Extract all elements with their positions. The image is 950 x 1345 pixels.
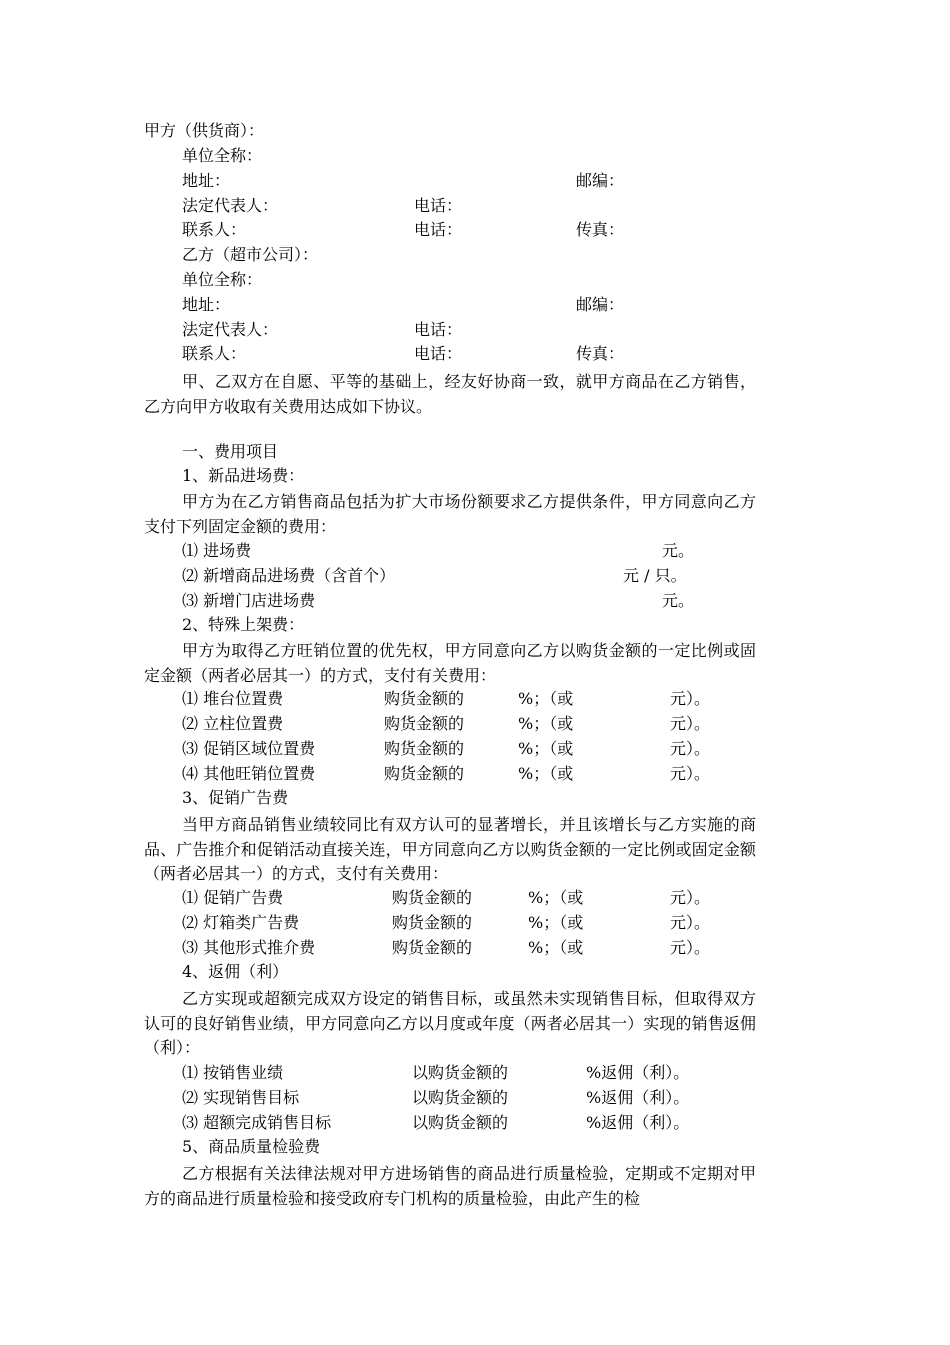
- fee-4-desc: 乙方实现或超额完成双方设定的销售目标，或虽然未实现销售目标，但取得双方认可的良好销售业绩，甲方同意向乙方以月度或年度（两者必居其一）实现的销售返佣（利）：: [144, 989, 756, 1057]
- fee-4-item-label: ⑴ 按销售业绩: [182, 1063, 284, 1082]
- party-b-phone2-label: 电话：: [414, 344, 463, 363]
- party-a-full-name-label: 单位全称：: [182, 146, 263, 165]
- fee-4-item-pct: %返佣（利）。: [586, 1113, 690, 1132]
- fee-3-item-basis: 购货金额的: [392, 938, 473, 957]
- fee-3-item-label: ⑴ 促销广告费: [182, 888, 284, 907]
- party-a-address-label: 地址：: [182, 171, 231, 190]
- fee-4-item-basis: 以购货金额的: [412, 1063, 509, 1082]
- party-b-heading: 乙方（超市公司）：: [182, 245, 319, 264]
- party-b-contact-label: 联系人：: [182, 344, 247, 363]
- party-b-phone-label: 电话：: [414, 320, 463, 339]
- fee-4-item-label: ⑵ 实现销售目标: [182, 1088, 300, 1107]
- fee-2-item-unit: 元）。: [670, 764, 711, 783]
- fee-3-title: 3、促销广告费: [182, 788, 289, 807]
- fee-2-item-pct: %；（或: [518, 764, 574, 783]
- fee-4-item-label: ⑶ 超额完成销售目标: [182, 1113, 332, 1132]
- fee-5-title: 5、商品质量检验费: [182, 1137, 321, 1156]
- fee-2-item-basis: 购货金额的: [384, 714, 465, 733]
- fee-3-item-basis: 购货金额的: [392, 888, 473, 907]
- fee-4-item-basis: 以购货金额的: [412, 1113, 509, 1132]
- fee-2-item-pct: %；（或: [518, 739, 574, 758]
- fee-2-item-unit: 元）。: [670, 689, 711, 708]
- fee-2-item-label: ⑴ 堆台位置费: [182, 689, 284, 708]
- fee-1-item-label: ⑵ 新增商品进场费（含首个）: [182, 566, 396, 585]
- party-b-fax-label: 传真：: [576, 344, 625, 363]
- fee-2-item-pct: %；（或: [518, 714, 574, 733]
- fee-2-item-basis: 购货金额的: [384, 764, 465, 783]
- fee-3-item-basis: 购货金额的: [392, 913, 473, 932]
- section-1-title: 一、费用项目: [182, 442, 279, 461]
- fee-1-item-unit: 元 / 只。: [623, 566, 687, 585]
- fee-1-item-unit: 元。: [662, 591, 695, 610]
- fee-4-item-basis: 以购货金额的: [412, 1088, 509, 1107]
- party-a-phone2-label: 电话：: [414, 220, 463, 239]
- fee-1-item-label: ⑶ 新增门店进场费: [182, 591, 316, 610]
- fee-5-desc: 乙方根据有关法律法规对甲方进场销售的商品进行质量检验，定期或不定期对甲方的商品进行质量检验和接受政府专门机构的质量检验，由此产生的检: [144, 1164, 756, 1208]
- party-b-postcode-label: 邮编：: [576, 295, 625, 314]
- fee-3-item-unit: 元）。: [670, 888, 711, 907]
- fee-2-desc: 甲方为取得乙方旺销位置的优先权，甲方同意向乙方以购货金额的一定比例或固定金额（两者必居其一）的方式，支付有关费用：: [144, 641, 756, 685]
- fee-2-item-unit: 元）。: [670, 739, 711, 758]
- fee-2-item-unit: 元）。: [670, 714, 711, 733]
- fee-3-item-pct: %；（或: [528, 938, 584, 957]
- fee-3-item-unit: 元）。: [670, 938, 711, 957]
- fee-3-item-pct: %；（或: [528, 913, 584, 932]
- fee-4-item-pct: %返佣（利）。: [586, 1063, 690, 1082]
- fee-1-item-unit: 元。: [662, 541, 695, 560]
- party-b-address-label: 地址：: [182, 295, 231, 314]
- fee-3-item-unit: 元）。: [670, 913, 711, 932]
- party-a-postcode-label: 邮编：: [576, 171, 625, 190]
- fee-3-desc: 当甲方商品销售业绩较同比有双方认可的显著增长，并且该增长与乙方实施的商品、广告推介和促销活动直接关连，甲方同意向乙方以购货金额的一定比例或固定金额（两者必居其一）的方式，支付有关费用：: [144, 815, 756, 883]
- fee-3-item-pct: %；（或: [528, 888, 584, 907]
- fee-2-title: 2、特殊上架费：: [182, 615, 305, 634]
- party-a-fax-label: 传真：: [576, 220, 625, 239]
- fee-2-item-label: ⑵ 立柱位置费: [182, 714, 284, 733]
- party-a-heading: 甲方（供货商）：: [144, 121, 265, 140]
- fee-2-item-basis: 购货金额的: [384, 739, 465, 758]
- fee-3-item-label: ⑶ 其他形式推介费: [182, 938, 316, 957]
- fee-1-item-label: ⑴ 进场费: [182, 541, 252, 560]
- party-b-legal-rep-label: 法定代表人：: [182, 320, 279, 339]
- fee-2-item-label: ⑶ 促销区域位置费: [182, 739, 316, 758]
- fee-4-title: 4、返佣（利）: [182, 962, 289, 981]
- fee-2-item-label: ⑷ 其他旺销位置费: [182, 764, 316, 783]
- fee-4-item-pct: %返佣（利）。: [586, 1088, 690, 1107]
- fee-1-title: 1、新品进场费：: [182, 466, 305, 485]
- fee-1-desc: 甲方为在乙方销售商品包括为扩大市场份额要求乙方提供条件，甲方同意向乙方支付下列固定金额的费用：: [144, 492, 756, 536]
- fee-2-item-basis: 购货金额的: [384, 689, 465, 708]
- fee-3-item-label: ⑵ 灯箱类广告费: [182, 913, 300, 932]
- party-a-contact-label: 联系人：: [182, 220, 247, 239]
- party-b-full-name-label: 单位全称：: [182, 270, 263, 289]
- party-a-phone-label: 电话：: [414, 196, 463, 215]
- fee-2-item-pct: %；（或: [518, 689, 574, 708]
- intro-paragraph: 甲、乙双方在自愿、平等的基础上，经友好协商一致，就甲方商品在乙方销售，乙方向甲方收取有关费用达成如下协议。: [144, 372, 756, 416]
- party-a-legal-rep-label: 法定代表人：: [182, 196, 279, 215]
